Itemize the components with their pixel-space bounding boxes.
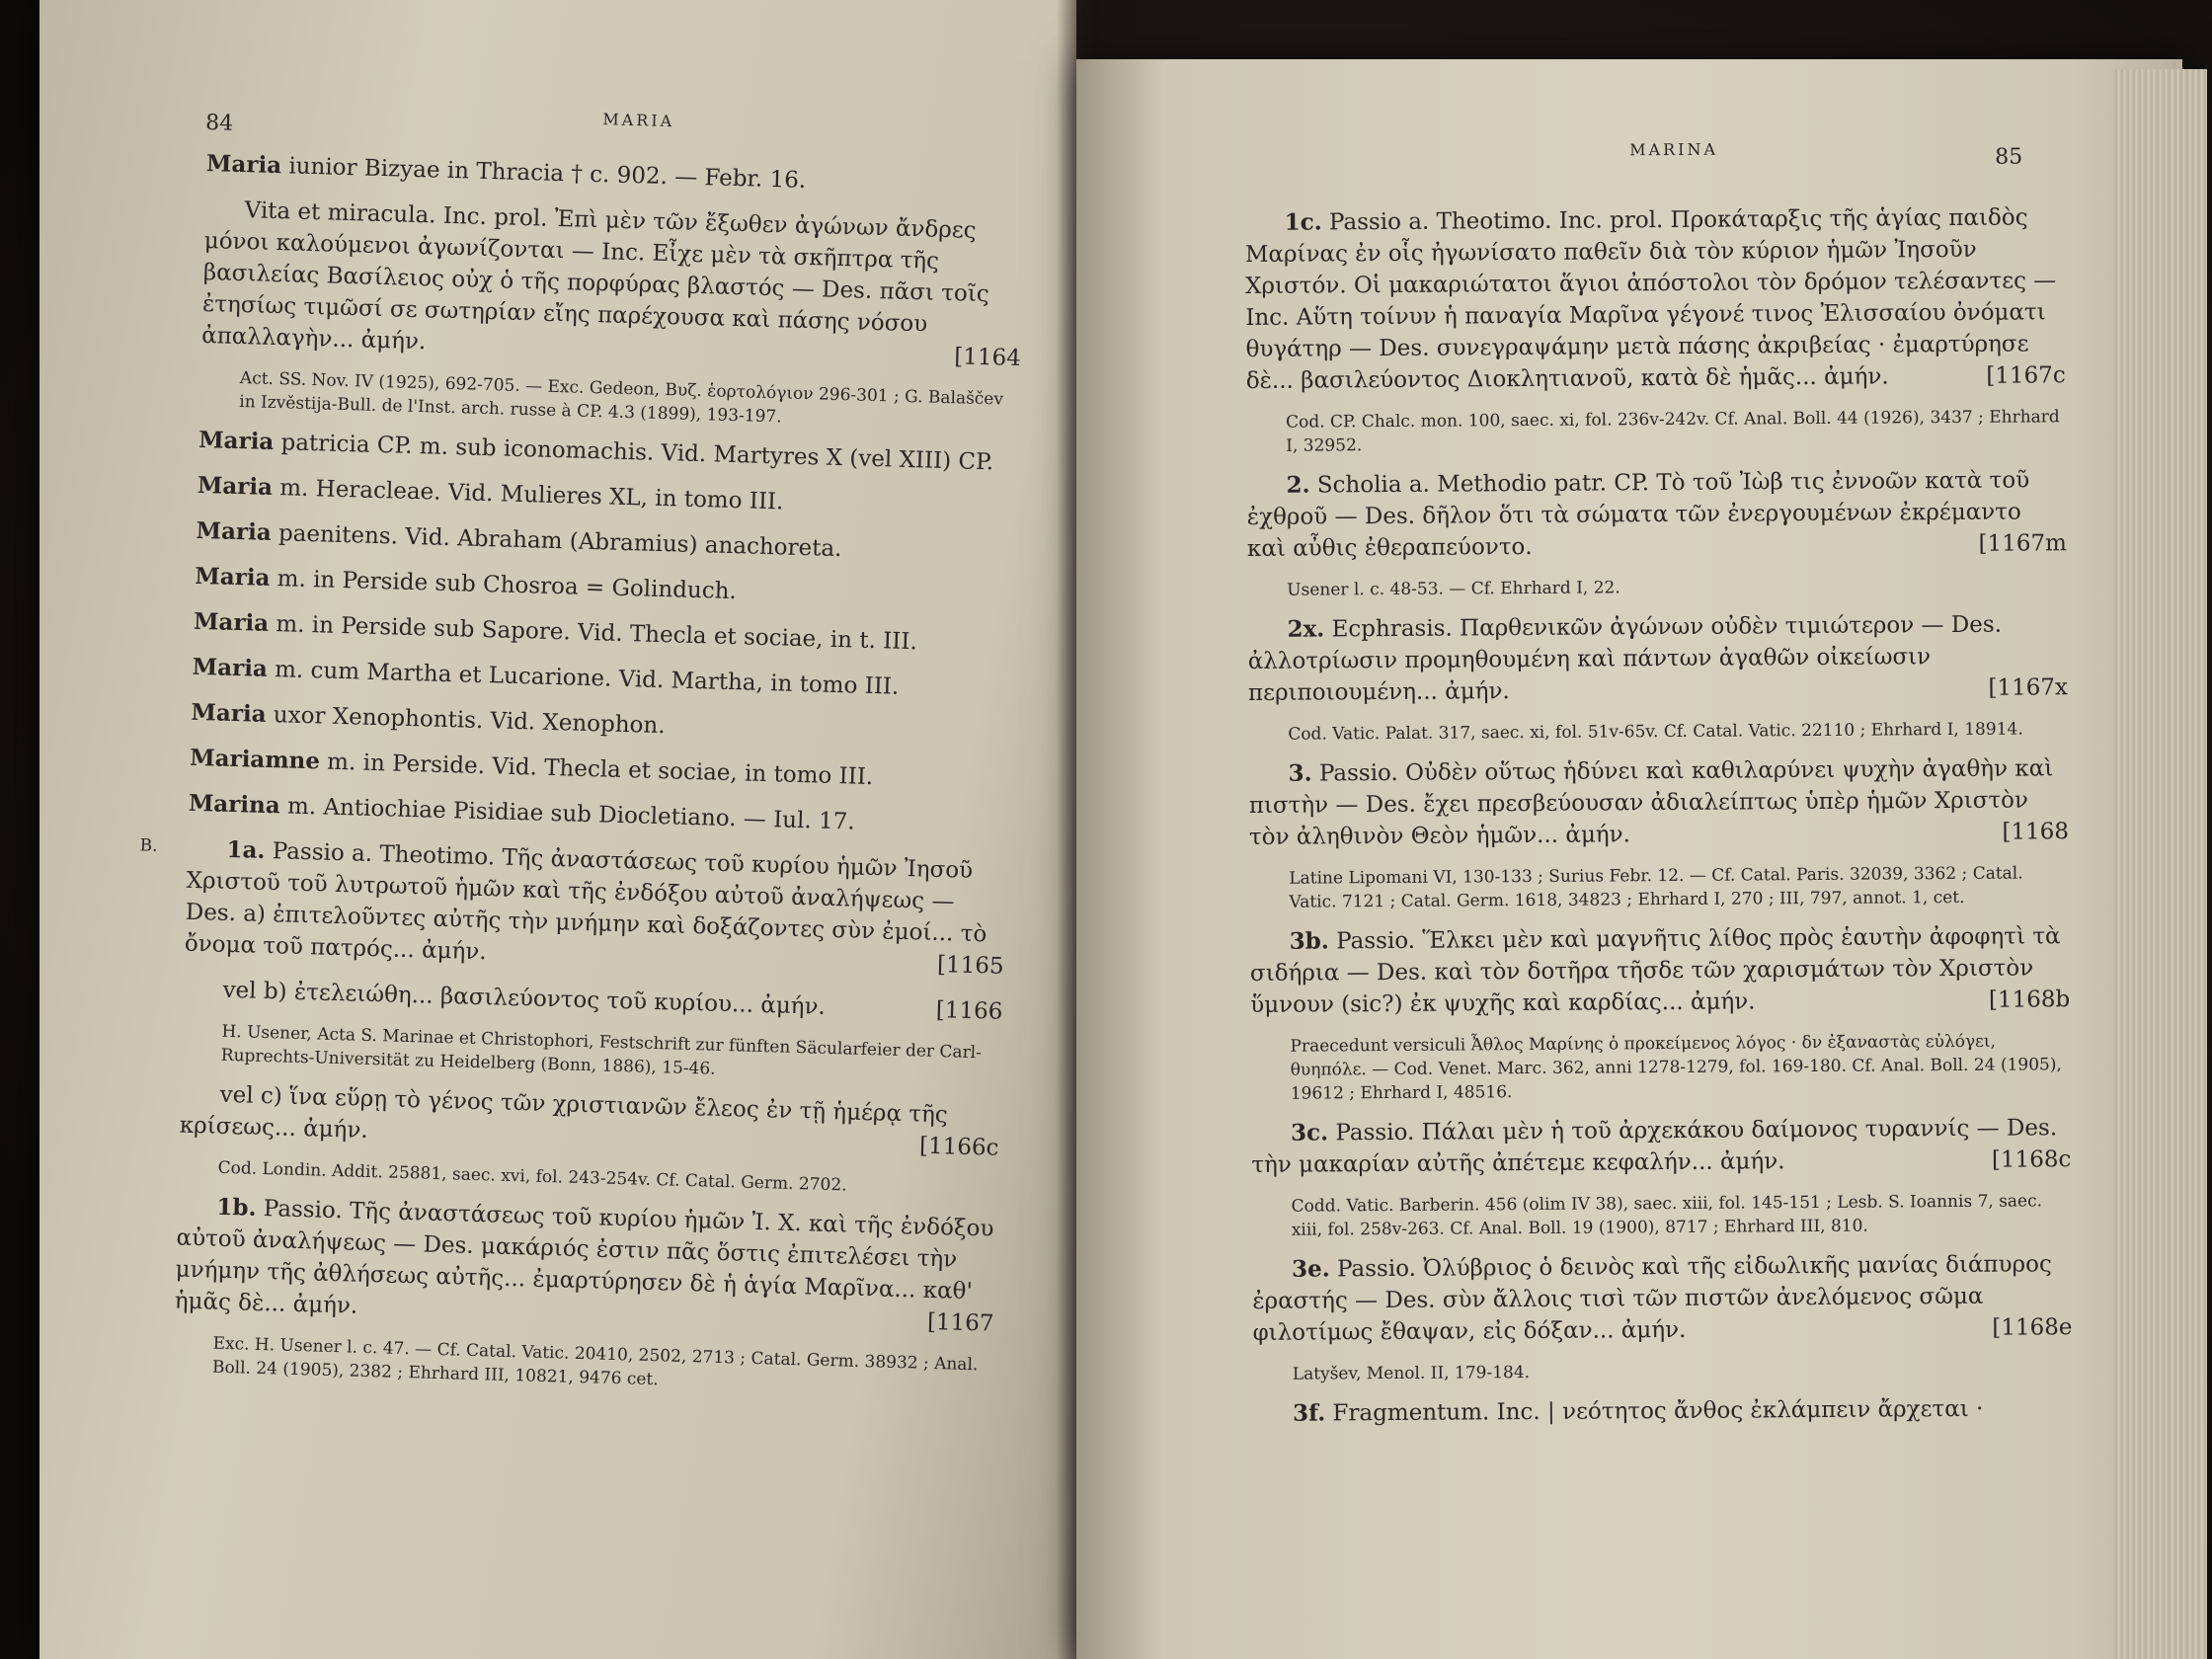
entry-maria-martha: Maria m. cum Martha et Lucarione. Vid. Martha, in tomo III. — [192, 653, 900, 700]
entry-reference: Cod. Vatic. Palat. 317, saec. xi, fol. 51v-65v. Cf. Catal. Vatic. 22110 ; Ehrhard I, 18914. — [1288, 719, 2023, 745]
entry-reference: Praecedunt versiculi Ἆθλος Μαρίνης ὁ προκείμενος λόγος · δν ἐξαναστὰς εὐλόγει, θυηπόλε. — Cod. Venet. Marc. 362, anni 1278-1279, fol. 169-180. Cf. Anal. Boll. 24 (1905), 19612 ; Ehrhard I, 48516. — [1290, 1031, 2062, 1104]
entry-reference: Usener l. c. 48-53. — Cf. Ehrhard I, 22. — [1287, 578, 1620, 600]
entry-code: [1167x — [1988, 674, 2069, 701]
entry-code: [1168c — [1991, 1146, 2072, 1173]
left-page-content — [139, 110, 1026, 1413]
entry-3c: 3c. Passio. Πάλαι μὲν ἡ τοῦ ἀρχεκάκου δαίμονος τυραννίς — Des. τὴν μακαρίαν αὐτῆς ἀπέτεμε κεφαλήν... ἀμήν. [1168c — [1251, 1115, 2072, 1178]
entry-marina: Marina m. Antiochiae Pisidiae sub Diocletiano. — Iul. 17. — [188, 789, 855, 835]
section-entry-1a: 1a. Passio a. Theotimo. Τῆς ἀναστάσεως τοῦ κυρίου ἡμῶν Ἰησοῦ Χριστοῦ τοῦ λυτρωτοῦ ἡμῶν καὶ τῆς ἐνδόξου αὐτοῦ ἀναλήψεως — Des. a) ἐπιτελοῦντες αὐτῆς τὴν μνήμην καὶ δοξάζοντες σὺν ἐμοί... τὸ ὄνομα τοῦ πατρός... ἀμήν. [1165 — [184, 833, 1006, 983]
entry-reference: Act. SS. Nov. IV (1925), 692-705. — Exc. Gedeon, Βυζ. ἑορτολόγιον 296-301 ; G. Balaščev in Izvěstija-Bull. de l'Inst. arch. russe à CP. 4.3 (1899), 193-197. — [238, 368, 1004, 428]
entry-maria-sapore: Maria m. in Perside sub Sapore. Vid. Thecla et sociae, in t. III. — [193, 607, 918, 656]
entry-1c: 1c. Passio a. Theotimo. Inc. prol. Προκάταρξις τῆς ἁγίας παιδὸς Μαρίνας ἐν οἷς ἠγωνίσατο παθεῖν διὰ τὸν κύριον ἡμῶν Ἰησοῦν Χριστόν. Οἱ μακαριώτατοι ἅγιοι ἀπόστολοι τὸν δρόμον τελέσαντες — Inc. Αὕτη τοίνυν ἡ παναγία Μαρῖνα γέγονέ τινος Ἐλισσαίου ὀνόματι θυγάτηρ — Des. συνεγραψάμην μετὰ πάσης ἀκριβείας · ἐμαρτύρησε δὲ... βασιλεύοντος Διοκλητιανοῦ, κατὰ δὲ ἡμᾶς... ἀμήν. [1167c — [1244, 204, 2066, 394]
entry-2x: 2x. Ecphrasis. Παρθενικῶν ἀγώνων οὐδὲν τιμιώτερον — Des. ἀλλοτρίωσιν προμηθουμένη καὶ πάντων ἀγαθῶν οἰκείωσιν περιποιουμένη... ἀμήν. [1167x — [1247, 611, 2069, 706]
entry-reference: Codd. Vatic. Barberin. 456 (olim IV 38), saec. xiii, fol. 145-151 ; Lesb. S. Ioannis 7, saec. xiii, fol. 258v-263. Cf. Anal. Boll. 19 (1900), 8717 ; Ehrhard III, 810. — [1291, 1191, 2043, 1240]
entry-reference: Latine Lipomani VI, 130-133 ; Surius Febr. 12. — Cf. Catal. Paris. 32039, 3362 ; Catal. Vatic. 7121 ; Catal. Germ. 1618, 34823 ; Ehrhard I, 270 ; III, 797, annot. 1, cet. — [1289, 863, 2023, 912]
page-edges — [2113, 69, 2207, 1659]
entry-mariamne: Mariamne m. in Perside. Vid. Thecla et sociae, in tomo III. — [189, 744, 874, 791]
section-entry-1a-b: vel b) ἐτελειώθη... βασιλεύοντος τοῦ κυρίου... ἀμήν. [1166 — [183, 974, 1003, 1028]
section-entry-1b: 1b. Passio. Τῆς ἀναστάσεως τοῦ κυρίου ἡμῶν Ἰ. Χ. καὶ τῆς ἐνδόξου αὐτοῦ ἀναλήψεως — Des. μακάριός ἐστιν πᾶς ὅστις ἐπιτελέσει τὴν μνήμην τῆς ἀθλήσεως αὐτῆς... ἐμαρτύρησεν δὲ ἡ ἁγία Μαρῖνα... καθ' ἡμᾶς δὲ... ἀμήν. [1167 — [174, 1191, 996, 1340]
entry-code: [1168b — [1988, 987, 2071, 1013]
right-page-content — [1244, 122, 2073, 1444]
entry-vita: Vita et miracula. Inc. prol. Ἐπὶ μὲν τῶν ἔξωθεν ἀγώνων ἄνδρες μόνοι καλούμενοι ἀγωνίζονται — Inc. Εἶχε μὲν τὰ σκῆπτρα τῆς βασιλείας Βασίλειος οὐχ ὁ τῆς πορφύρας βλαστός — Des. πᾶσι τοῖς ἐτησίως τιμῶσί σε σωτηρίαν εἴης παρέχουσα καὶ πάσης νόσου ἀπαλλαγὴν... ἀμήν. [1164 — [201, 194, 1025, 374]
entry-2: 2. Scholia a. Methodio patr. CP. Τὸ τοῦ Ἰὼβ τις ἐννοῶν κατὰ τοῦ ἐχθροῦ — Des. δῆλον ὅτι τὰ σώματα τῶν ἐνεργουμένων ἐκρέμαντο καὶ αὖθις ἐθεραπεύοντο. [1167m — [1246, 467, 2068, 562]
left-page — [40, 0, 1076, 1659]
section-label: B. — [139, 835, 158, 856]
entry-code: [1166c — [918, 1133, 999, 1161]
left-page-number: 84 — [204, 110, 234, 136]
entry-code: [1168e — [1992, 1314, 2073, 1341]
entry-3b: 3b. Passio. Ἕλκει μὲν καὶ μαγνῆτις λίθος πρὸς ἑαυτὴν ἀφοφητὶ τὰ σιδήρια — Des. καὶ τὸν δοτῆρα τῆσδε τῶν χαρισμάτων τὸν Χριστὸν ὕμνουν (sic?) ἐκ ψυχῆς καὶ καρδίας... ἀμήν. [1168b — [1249, 923, 2071, 1018]
entry-reference: Latyšev, Menol. II, 179-184. — [1292, 1363, 1531, 1384]
entry-maria-xenophon: Maria uxor Xenophontis. Vid. Xenophon. — [191, 698, 666, 740]
entry-maria-paenitens: Maria paenitens. Vid. Abraham (Abramius) anachoreta. — [196, 516, 842, 563]
entry-maria-patricia: Maria patricia CP. m. sub iconomachis. Vid. Martyres X (vel XIII) CP. — [198, 426, 994, 476]
entry-code: [1167c — [1986, 362, 2066, 389]
entry-3e: 3e. Passio. Ὀλύβριος ὁ δεινὸς καὶ τῆς εἰδωλικῆς μανίας διάπυρος ἐραστής — Des. σὺν ἄλλοις τισὶ τῶν πιστῶν ἀνελόμενος σῶμα φιλοτίμως ἔθαψαν, εἰς δόξαν... ἀμήν. [1168e — [1252, 1251, 2073, 1346]
entry-reference: Cod. Londin. Addit. 25881, saec. xvi, fol. 243-254v. Cf. Catal. Germ. 2702. — [217, 1157, 847, 1196]
entry-code: [1167m — [1978, 530, 2068, 557]
entry-maria-iunior: Maria iunior Bizyae in Thracia † c. 902. — Febr. 16. — [205, 149, 807, 194]
entry-reference: Exc. H. Usener l. c. 47. — Cf. Catal. Vatic. 20410, 2502, 2713 ; Catal. Germ. 38932 ; Anal. Boll. 24 (1905), 2382 ; Ehrhard III, 10821, 9476 cet. — [211, 1333, 979, 1390]
entry-code: [1165 — [936, 951, 1004, 980]
left-running-head: MARIA — [602, 110, 675, 131]
entry-3: 3. Passio. Οὐδὲν οὕτως ἡδύνει καὶ καθιλαρύνει ψυχὴν ἀγαθὴν καὶ πιστὴν — Des. ἔχει πρεσβεύουσαν ἀδιαλείπτως ὑπὲρ ἡμῶν Χριστὸν τὸν ἀληθινὸν Θεὸν ἡμῶν... ἀμήν. [1168 — [1248, 755, 2070, 850]
right-page-number: 85 — [1995, 144, 2023, 170]
entry-maria-heracleae: Maria m. Heracleae. Vid. Mulieres XL, in tomo III. — [197, 471, 784, 515]
right-page — [1076, 59, 2182, 1659]
entry-reference: H. Usener, Acta S. Marinae et Christophori, Festschrift zur fünften Säcularfeier der Carl-Ruprechts-Universität zu Heidelberg (Bonn, 1886), 15-46. — [220, 1021, 983, 1079]
right-running-head: MARINA — [1629, 139, 1719, 160]
entry-3f: 3f. Fragmentum. Inc. | νεότητος ἄνθος ἐκλάμπειν ἄρχεται · — [1292, 1395, 1984, 1427]
entry-code: [1167 — [926, 1308, 994, 1337]
entry-code: [1164 — [953, 344, 1022, 372]
section-entry-1a-c: vel c) ἵνα εὕρῃ τὸ γένος τῶν χριστιανῶν ἔλεος ἐν τῇ ἡμέρᾳ τῆς κρίσεως... ἀμήν. [1166c — [179, 1078, 999, 1164]
entry-code: [1166 — [935, 996, 1003, 1025]
entry-maria-chosroa: Maria m. in Perside sub Chosroa = Golinduch. — [194, 562, 738, 605]
entry-reference: Cod. CP. Chalc. mon. 100, saec. xi, fol. 236v-242v. Cf. Anal. Boll. 44 (1926), 3437 ; Ehrhard I, 32952. — [1286, 407, 2060, 456]
entry-code: [1168 — [2002, 819, 2070, 845]
